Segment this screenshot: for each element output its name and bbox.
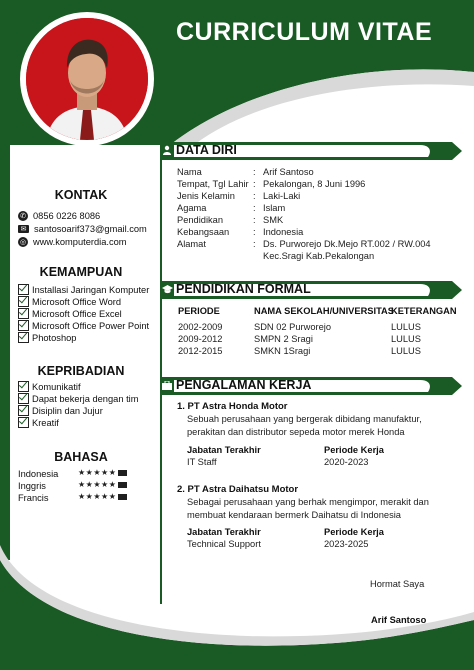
data-label bbox=[177, 251, 253, 261]
rating-bar bbox=[118, 494, 127, 500]
data-sep: : bbox=[253, 203, 256, 213]
skill-item bbox=[18, 320, 149, 331]
kepribadian-heading: KEPRIBADIAN bbox=[37, 364, 125, 378]
language-name: Indonesia bbox=[18, 469, 59, 479]
job-position: Technical Support bbox=[187, 539, 261, 549]
section-header-data-diri bbox=[160, 142, 462, 160]
checkbox-icon bbox=[18, 417, 29, 428]
section-header-pengalaman bbox=[160, 377, 462, 395]
data-row bbox=[177, 251, 374, 261]
checkbox-icon bbox=[18, 332, 29, 343]
person-icon bbox=[161, 144, 173, 157]
edu-ket: LULUS bbox=[391, 322, 421, 332]
edu-periode: 2012-2015 bbox=[178, 346, 223, 356]
personality-label: Disiplin dan Jujur bbox=[32, 405, 103, 416]
job-description: Sebagai perusahaan yang berhak mengimpor, merakit dan membuat kendaraan bermerk Daihatsu di Indonesia bbox=[187, 497, 429, 520]
data-label: Agama bbox=[177, 203, 207, 213]
job-position-label: Jabatan Terakhir bbox=[187, 527, 261, 537]
rating-stars-icon: ★★★★★ bbox=[78, 492, 117, 501]
data-sep bbox=[253, 251, 263, 261]
personality-label: Komunikatif bbox=[32, 381, 81, 392]
signature-name: Arif Santoso bbox=[371, 615, 427, 625]
personality-item bbox=[18, 417, 59, 428]
data-sep: : bbox=[253, 239, 256, 249]
language-row bbox=[18, 493, 133, 503]
profile-photo bbox=[26, 18, 148, 140]
data-row bbox=[177, 167, 314, 177]
skill-item bbox=[18, 284, 149, 295]
personality-item bbox=[18, 393, 138, 404]
closing-greeting: Hormat Saya bbox=[370, 579, 425, 589]
column-header-sekolah: NAMA SEKOLAH/UNIVERSITAS bbox=[254, 306, 394, 316]
rating-bar bbox=[118, 482, 127, 488]
contact-web-text: www.komputerdia.com bbox=[33, 237, 127, 247]
job-period: 2023-2025 bbox=[324, 539, 369, 549]
column-header-periode: PERIODE bbox=[178, 306, 220, 316]
job-period-label: Periode Kerja bbox=[324, 445, 384, 455]
bahasa-heading: BAHASA bbox=[54, 450, 108, 464]
skill-label: Installasi Jaringan Komputer bbox=[32, 284, 150, 295]
data-row bbox=[177, 191, 300, 201]
rating-stars-icon: ★★★★★ bbox=[78, 468, 117, 477]
job-position-label: Jabatan Terakhir bbox=[187, 445, 261, 455]
skill-label: Photoshop bbox=[32, 332, 77, 343]
graduation-cap-icon bbox=[161, 283, 173, 296]
phone-icon: ✆ bbox=[18, 211, 28, 221]
skill-item bbox=[18, 296, 121, 307]
language-row bbox=[18, 481, 133, 491]
contact-email[interactable] bbox=[18, 224, 147, 234]
web-icon: ◎ bbox=[19, 239, 27, 246]
edu-sekolah: SMKN 1Sragi bbox=[254, 346, 311, 356]
data-value: Kec.Sragi Kab.Pekalongan bbox=[263, 251, 375, 261]
edu-sekolah: SMPN 2 Sragi bbox=[254, 334, 313, 344]
data-label: Alamat bbox=[177, 239, 206, 249]
page-title: CURRICULUM VITAE bbox=[176, 18, 433, 46]
data-value: Arif Santoso bbox=[263, 167, 314, 177]
data-row bbox=[177, 179, 365, 189]
contact-email-text: santosoarif373@gmail.com bbox=[34, 224, 147, 234]
photo-frame bbox=[20, 12, 154, 146]
job-position: IT Staff bbox=[187, 457, 217, 467]
job-title: 1. PT Astra Honda Motor bbox=[177, 401, 288, 412]
data-row bbox=[177, 203, 285, 213]
data-sep: : bbox=[253, 227, 256, 237]
email-icon: ✉ bbox=[18, 225, 29, 233]
skill-label: Microsoft Office Word bbox=[32, 296, 122, 307]
personality-label: Dapat bekerja dengan tim bbox=[32, 393, 139, 404]
edu-ket: LULUS bbox=[391, 346, 421, 356]
data-label: Pendidikan bbox=[177, 215, 224, 225]
edu-sekolah: SDN 02 Purworejo bbox=[254, 322, 331, 332]
data-label: Nama bbox=[177, 167, 202, 177]
sidebar-strip bbox=[0, 145, 10, 560]
personality-item bbox=[18, 381, 81, 392]
job-description: Sebuah perusahaan yang bergerak dibidang manufaktur, perakitan dan distributor sepeda motor merek Honda bbox=[187, 414, 422, 437]
data-value: Indonesia bbox=[263, 227, 304, 237]
job-title: 2. PT Astra Daihatsu Motor bbox=[177, 484, 299, 495]
kemampuan-heading: KEMAMPUAN bbox=[39, 265, 123, 279]
data-label: Tempat, Tgl Lahir bbox=[177, 179, 249, 189]
data-sep: : bbox=[253, 167, 256, 177]
data-sep: : bbox=[253, 215, 256, 225]
skill-label: Microsoft Office Power Point bbox=[32, 320, 150, 331]
language-name: Francis bbox=[18, 493, 49, 503]
section-title: DATA DIRI bbox=[176, 143, 237, 157]
rating-bar bbox=[118, 470, 127, 476]
data-value: Laki-Laki bbox=[263, 191, 301, 201]
edu-periode: 2002-2009 bbox=[178, 322, 223, 332]
language-name: Inggris bbox=[18, 481, 46, 491]
data-row bbox=[177, 215, 283, 225]
data-row bbox=[177, 239, 431, 249]
data-value: Islam bbox=[263, 203, 286, 213]
job-period: 2020-2023 bbox=[324, 457, 369, 467]
edu-ket: LULUS bbox=[391, 334, 421, 344]
skill-item bbox=[18, 308, 122, 319]
data-label: Jenis Kelamin bbox=[177, 191, 235, 201]
section-title: PENDIDIKAN FORMAL bbox=[176, 282, 311, 296]
skill-item bbox=[18, 332, 76, 343]
column-divider bbox=[160, 142, 162, 604]
data-row bbox=[177, 227, 303, 237]
data-sep: : bbox=[253, 191, 256, 201]
data-value: SMK bbox=[263, 215, 284, 225]
column-header-keterangan: KETERANGAN bbox=[391, 306, 457, 316]
language-row bbox=[18, 469, 133, 479]
briefcase-icon bbox=[161, 379, 173, 392]
job-period-label: Periode Kerja bbox=[324, 527, 384, 537]
section-header-pendidikan bbox=[160, 281, 462, 299]
contact-phone-text: 0856 0226 8086 bbox=[33, 211, 101, 221]
personality-label: Kreatif bbox=[32, 417, 59, 428]
section-title: PENGALAMAN KERJA bbox=[176, 378, 312, 392]
rating-stars-icon: ★★★★★ bbox=[78, 480, 117, 489]
personality-item bbox=[18, 405, 103, 416]
data-label: Kebangsaan bbox=[177, 227, 230, 237]
contact-phone[interactable] bbox=[18, 211, 100, 221]
kontak-heading: KONTAK bbox=[54, 188, 108, 202]
data-sep: : bbox=[253, 179, 256, 189]
edu-periode: 2009-2012 bbox=[178, 334, 223, 344]
contact-web[interactable] bbox=[18, 237, 127, 247]
data-value: Ds. Purworejo Dk.Mejo RT.002 / RW.004 bbox=[263, 239, 431, 249]
data-value: Pekalongan, 8 Juni 1996 bbox=[263, 179, 366, 189]
skill-label: Microsoft Office Excel bbox=[32, 308, 122, 319]
